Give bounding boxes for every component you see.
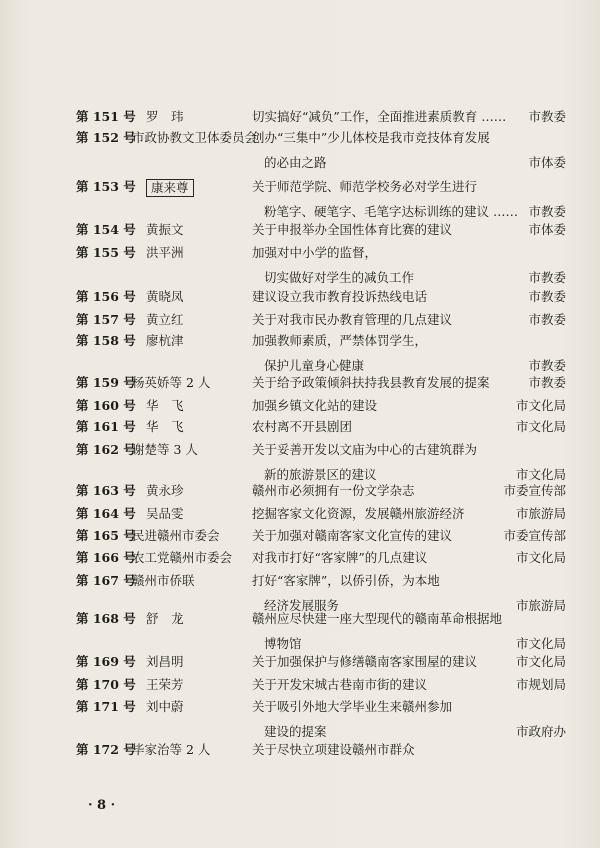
responsible-department: 市教委 (528, 204, 566, 219)
proposal-title: 关于师范学院、师范学校务必对学生进行 (252, 179, 478, 194)
proposal-title: 创办“三集中”少儿体校是我市竞技体育发展 (252, 130, 490, 145)
proposal-entry (0, 373, 600, 393)
proposal-title: 博物馆 (264, 636, 302, 651)
proposal-entry (0, 652, 600, 672)
proposal-number: 第 166 号 (76, 550, 136, 565)
proposal-title: 关于加强对赣南客家文化宣传的建议 (252, 528, 453, 543)
proposal-title: 建议设立我市教育投诉热线电话 (252, 289, 428, 304)
proposal-number: 第 164 号 (76, 506, 136, 521)
page-number: · 8 · (88, 798, 116, 813)
entry-line (0, 652, 600, 672)
proposer-name: 刘中蔚 (146, 699, 184, 714)
proposal-entry (0, 609, 600, 654)
proposer-name: 谢楚等 3 人 (132, 442, 198, 457)
proposal-title: 关于给予政策倾斜扶持我县教育发展的提案 (252, 375, 490, 390)
proposal-entry (0, 675, 600, 695)
proposal-number: 第 170 号 (76, 677, 136, 692)
entry-line (0, 609, 600, 629)
proposal-title: 粉笔字、硬笔字、毛笔字达标训练的建议 …… (264, 204, 518, 219)
entry-line (0, 675, 600, 695)
proposer-name: 吴品雯 (146, 506, 184, 521)
entry-line (0, 548, 600, 568)
proposal-number: 第 171 号 (76, 699, 136, 714)
proposer-name: 廖杭津 (146, 333, 184, 348)
entry-line (0, 526, 600, 546)
proposer-name: 农工党赣州市委会 (132, 550, 233, 565)
entry-line (0, 202, 600, 222)
responsible-department: 市教委 (528, 312, 566, 327)
responsible-department: 市旅游局 (515, 506, 566, 521)
responsible-department: 市委宣传部 (503, 483, 566, 498)
proposer-name: 舒 龙 (146, 611, 184, 626)
proposal-number: 第 163 号 (76, 483, 136, 498)
proposal-title: 关于妥善开发以文庙为中心的古建筑群为 (252, 442, 478, 457)
proposal-title: 新的旅游景区的建议 (264, 467, 377, 482)
entry-line (0, 220, 600, 240)
entry-line (0, 504, 600, 524)
proposer-name: 华 飞 (146, 419, 184, 434)
proposer-name: 杨英娇等 2 人 (132, 375, 211, 390)
entry-line (0, 153, 600, 173)
proposal-title: 经济发展服务 (264, 598, 340, 613)
entry-line (0, 740, 600, 760)
proposal-entry (0, 310, 600, 330)
proposal-entry (0, 504, 600, 524)
entry-line (0, 331, 600, 351)
proposal-entry (0, 526, 600, 546)
entry-line (0, 440, 600, 460)
entry-line (0, 287, 600, 307)
entry-line (0, 481, 600, 501)
proposal-number: 第 162 号 (76, 442, 136, 457)
proposal-number: 第 157 号 (76, 312, 136, 327)
proposal-title: 赣州市必须拥有一份文学杂志 (252, 483, 415, 498)
proposal-title: 对我市打好“客家牌”的几点建议 (252, 550, 428, 565)
proposal-number: 第 159 号 (76, 375, 136, 390)
proposal-number: 第 155 号 (76, 245, 136, 260)
entry-line (0, 107, 600, 127)
proposal-title: 赣州应尽快建一座大型现代的赣南革命根据地 (252, 611, 503, 626)
responsible-department: 市旅游局 (515, 598, 566, 613)
entry-line (0, 177, 600, 197)
entry-line (0, 128, 600, 148)
proposal-number: 第 151 号 (76, 109, 136, 124)
proposal-title: 关于吸引外地大学毕业生来赣州参加 (252, 699, 453, 714)
responsible-department: 市委宣传部 (503, 528, 566, 543)
proposer-name: 黄永珍 (146, 483, 184, 498)
proposer-name: 洪平洲 (146, 245, 184, 260)
proposal-title: 建设的提案 (264, 724, 327, 739)
proposer-name: 罗 玮 (146, 109, 184, 124)
proposal-entry (0, 740, 600, 760)
proposer-name: 毕家治等 2 人 (132, 742, 211, 757)
proposal-number: 第 156 号 (76, 289, 136, 304)
entry-line (0, 243, 600, 263)
proposal-number: 第 169 号 (76, 654, 136, 669)
proposal-number: 第 152 号 (76, 130, 136, 145)
proposal-title: 关于开发宋城古巷南市街的建议 (252, 677, 428, 692)
proposal-title: 关于对我市民办教育管理的几点建议 (252, 312, 453, 327)
entry-line (0, 722, 600, 742)
responsible-department: 市体委 (528, 155, 566, 170)
proposal-entry (0, 128, 600, 173)
responsible-department: 市教委 (528, 109, 566, 124)
entry-line (0, 634, 600, 654)
proposal-entry (0, 287, 600, 307)
proposal-title: 加强教师素质，严禁体罚学生， (252, 333, 428, 348)
entry-line (0, 310, 600, 330)
proposal-number: 第 153 号 (76, 179, 136, 194)
responsible-department: 市文化局 (515, 419, 566, 434)
responsible-department: 市教委 (528, 375, 566, 390)
proposal-title: 切实搞好“减负”工作，全面推进素质教育 …… (252, 109, 507, 124)
proposer-name: 黄振文 (146, 222, 184, 237)
proposal-number: 第 168 号 (76, 611, 136, 626)
proposal-entry (0, 548, 600, 568)
proposal-entry (0, 331, 600, 376)
proposer-name: 黄晓凤 (146, 289, 184, 304)
proposal-entry (0, 220, 600, 240)
proposal-entry (0, 243, 600, 288)
proposal-number: 第 160 号 (76, 398, 136, 413)
proposal-entry (0, 697, 600, 742)
responsible-department: 市体委 (528, 222, 566, 237)
proposal-title: 关于加强保护与修缮赣南客家围屋的建议 (252, 654, 478, 669)
responsible-department: 市政府办 (515, 724, 566, 739)
proposal-entry (0, 107, 600, 127)
proposal-title: 加强对中小学的监督， (252, 245, 378, 260)
responsible-department: 市教委 (528, 289, 566, 304)
proposal-number: 第 165 号 (76, 528, 136, 543)
proposal-entry (0, 481, 600, 501)
proposal-title: 农村离不开县剧团 (252, 419, 353, 434)
proposal-title: 切实做好对学生的减负工作 (264, 270, 415, 285)
proposal-entry (0, 417, 600, 437)
proposal-title: 关于尽快立项建设赣州市群众 (252, 742, 415, 757)
proposal-title: 关于申报举办全国性体育比赛的建议 (252, 222, 453, 237)
proposer-name: 华 飞 (146, 398, 184, 413)
entry-line (0, 373, 600, 393)
proposal-entry (0, 396, 600, 416)
entry-line (0, 417, 600, 437)
proposal-number: 第 154 号 (76, 222, 136, 237)
responsible-department: 市文化局 (515, 398, 566, 413)
proposal-number: 第 158 号 (76, 333, 136, 348)
responsible-department: 市文化局 (515, 467, 566, 482)
responsible-department: 市教委 (528, 358, 566, 373)
proposal-title: 加强乡镇文化站的建设 (252, 398, 378, 413)
proposal-entry (0, 440, 600, 485)
proposer-name: 王荣芳 (146, 677, 184, 692)
proposal-number: 第 172 号 (76, 742, 136, 757)
proposer-name: 康来尊 (146, 179, 194, 197)
proposal-number: 第 161 号 (76, 419, 136, 434)
proposal-title: 挖掘客家文化资源，发展赣州旅游经济 (252, 506, 465, 521)
responsible-department: 市教委 (528, 270, 566, 285)
entry-line (0, 268, 600, 288)
proposer-name: 刘昌明 (146, 654, 184, 669)
responsible-department: 市规划局 (515, 677, 566, 692)
proposer-name: 黄立红 (146, 312, 184, 327)
entry-line (0, 396, 600, 416)
proposal-number: 第 167 号 (76, 573, 136, 588)
proposer-name: 民进赣州市委会 (132, 528, 220, 543)
proposal-entry (0, 177, 600, 222)
proposer-name: 市政协教文卫体委员会 (132, 130, 258, 145)
entry-line (0, 571, 600, 591)
responsible-department: 市文化局 (515, 550, 566, 565)
proposer-name: 赣州市侨联 (132, 573, 195, 588)
proposal-title: 打好“客家牌”，以侨引侨，为本地 (252, 573, 440, 588)
responsible-department: 市文化局 (515, 636, 566, 651)
responsible-department: 市文化局 (515, 654, 566, 669)
proposal-title: 保护儿童身心健康 (264, 358, 365, 373)
entry-line (0, 697, 600, 717)
proposal-title: 的必由之路 (264, 155, 327, 170)
